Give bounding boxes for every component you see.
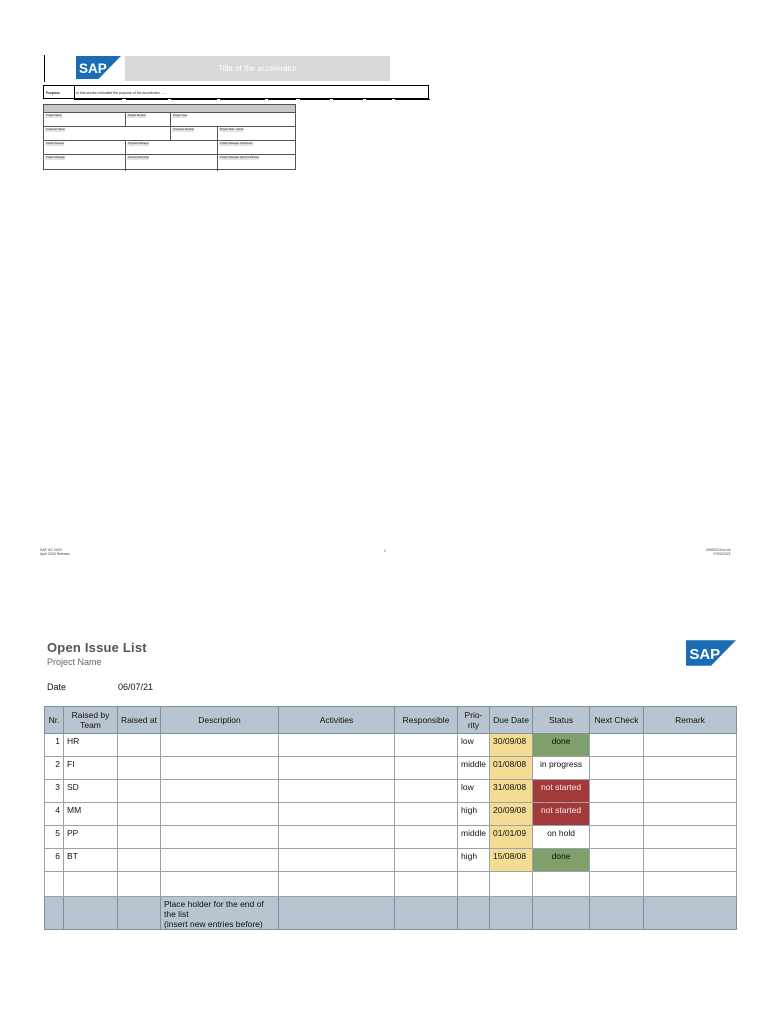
cell-empty[interactable] [395, 872, 458, 897]
cell-nr[interactable]: 4 [45, 803, 64, 826]
col-header-priority: Prio-rity [458, 707, 490, 734]
cell-next-check[interactable] [590, 826, 644, 849]
sap-logo [76, 56, 121, 79]
cell-nr[interactable]: 6 [45, 849, 64, 872]
table-row-empty [45, 872, 737, 897]
cell-next-check[interactable] [590, 780, 644, 803]
cell-responsible[interactable] [395, 734, 458, 757]
cell-nr[interactable]: 1 [45, 734, 64, 757]
cell-due-date[interactable]: 30/09/08 [490, 734, 533, 757]
cell-empty[interactable] [533, 872, 590, 897]
table-placeholder-row [45, 897, 737, 930]
cell-next-check[interactable] [590, 734, 644, 757]
cell-nr[interactable]: 5 [45, 826, 64, 849]
project-info-header [44, 105, 295, 112]
col-header-description: Description [161, 707, 279, 734]
cell-responsible[interactable] [395, 803, 458, 826]
cell-priority[interactable]: middle [458, 826, 490, 849]
cell-empty[interactable] [644, 872, 737, 897]
cell-activities[interactable] [279, 734, 395, 757]
cell-status[interactable]: not started [533, 803, 590, 826]
cell-remark[interactable] [644, 757, 737, 780]
cell-responsible[interactable] [395, 780, 458, 803]
cell-raised-at[interactable] [118, 849, 161, 872]
cell-raised-at[interactable] [118, 803, 161, 826]
cell-status[interactable]: on hold [533, 826, 590, 849]
footer-release: April 2009 Release [40, 552, 70, 556]
table-row [45, 780, 737, 803]
placeholder-line-1: Place holder for the end of the list [164, 899, 264, 919]
cell-team[interactable]: BT [64, 849, 118, 872]
cell-nr[interactable]: 2 [45, 757, 64, 780]
cell-priority[interactable]: high [458, 849, 490, 872]
project-name-label: Project Name [46, 114, 62, 117]
date-label: Date [47, 682, 67, 692]
cell-remark[interactable] [644, 803, 737, 826]
cell-remark[interactable] [644, 780, 737, 803]
cell-description[interactable] [161, 826, 279, 849]
cell-raised-at[interactable] [118, 826, 161, 849]
cell-team[interactable]: SD [64, 780, 118, 803]
col-header-responsible: Responsible [395, 707, 458, 734]
cell-empty[interactable] [490, 872, 533, 897]
page1-footer-right [706, 548, 731, 556]
cell-remark[interactable] [644, 826, 737, 849]
table-row [45, 803, 737, 826]
cell-status[interactable]: not started [533, 780, 590, 803]
cell-empty[interactable] [45, 872, 64, 897]
cell-empty[interactable] [458, 872, 490, 897]
footer-filename: 0089224Xxx.xls [706, 548, 731, 552]
cell-next-check[interactable] [590, 849, 644, 872]
purpose-text: In this section indicated the purpose of the accelerator ...... [76, 91, 167, 95]
cell-due-date[interactable]: 01/08/08 [490, 757, 533, 780]
cell-priority[interactable]: low [458, 734, 490, 757]
cell-nr[interactable]: 3 [45, 780, 64, 803]
footer-copyright: SAP AG 2009 [40, 548, 62, 552]
accelerator-title: Title of the accelerator [218, 64, 297, 73]
cell-activities[interactable] [279, 757, 395, 780]
cell-status[interactable]: done [533, 734, 590, 757]
cell-remark[interactable] [644, 849, 737, 872]
customer-number-label: Customer Number [173, 128, 195, 131]
page-title: Open Issue List [47, 640, 147, 655]
project-type-label: Project Type [173, 114, 188, 117]
project-start-finish-label: Project Start - Finish [220, 128, 244, 131]
cell-empty[interactable] [64, 872, 118, 897]
cell-responsible[interactable] [395, 826, 458, 849]
cell-team[interactable]: HR [64, 734, 118, 757]
table-header-row [45, 707, 737, 734]
cell-empty[interactable] [161, 872, 279, 897]
page1-page-number: 2 [384, 549, 386, 553]
cell-due-date[interactable]: 15/08/08 [490, 849, 533, 872]
cell-raised-at[interactable] [118, 780, 161, 803]
cell-description[interactable] [161, 757, 279, 780]
form-row-2 [44, 126, 295, 141]
cell-team[interactable]: FI [64, 757, 118, 780]
col-header-raised-by-team: Raised by Team [64, 707, 118, 734]
cell-description[interactable] [161, 780, 279, 803]
cell-raised-at[interactable] [118, 757, 161, 780]
accelerator-title-bar [125, 56, 390, 81]
form-row-1 [44, 112, 295, 127]
project-manager-service-partner-label: Project Manager (Service Partner) [220, 156, 260, 159]
svg-text:SAP: SAP [79, 61, 107, 76]
project-info-form [43, 104, 296, 170]
placeholder-text [161, 897, 279, 930]
col-header-status: Status [533, 707, 590, 734]
cell-status[interactable]: in progress [533, 757, 590, 780]
cell-responsible[interactable] [395, 757, 458, 780]
cell-activities[interactable] [279, 803, 395, 826]
cell-due-date[interactable]: 01/01/09 [490, 826, 533, 849]
cell-remark[interactable] [644, 734, 737, 757]
cell-description[interactable] [161, 734, 279, 757]
cell-due-date[interactable]: 31/08/08 [490, 780, 533, 803]
date-value[interactable]: 06/07/21 [118, 682, 154, 692]
cell-team[interactable]: MM [64, 803, 118, 826]
cell-empty[interactable] [590, 872, 644, 897]
footer-date: 07/06/2021 [713, 552, 731, 556]
cell-team[interactable]: PP [64, 826, 118, 849]
placeholder-line-2: (insert new entries before) [164, 919, 263, 929]
service-partner-label: Service Partner(s) [128, 156, 149, 159]
form-row-3 [44, 140, 295, 155]
project-number-label: Project Number [128, 114, 147, 117]
cell-activities[interactable] [279, 849, 395, 872]
col-header-nr: Nr. [45, 707, 64, 734]
col-header-activities: Activities [279, 707, 395, 734]
project-manager-label: Project Manager [46, 156, 66, 159]
cell-activities[interactable] [279, 780, 395, 803]
table-row [45, 849, 737, 872]
cell-description[interactable] [161, 849, 279, 872]
cell-empty[interactable] [279, 872, 395, 897]
purpose-label: Purpose [46, 91, 61, 95]
svg-text:SAP: SAP [689, 646, 721, 664]
col-header-raised-at: Raised at [118, 707, 161, 734]
program-manager-label: Program Manager [128, 142, 149, 145]
col-header-remark: Remark [644, 707, 737, 734]
cell-description[interactable] [161, 803, 279, 826]
table-row [45, 757, 737, 780]
cell-empty[interactable] [118, 872, 161, 897]
page1-footer-left [40, 548, 70, 556]
purpose-separator [74, 86, 75, 98]
cell-status[interactable]: done [533, 849, 590, 872]
col-header-next-check: Next Check [590, 707, 644, 734]
project-name-subtitle: Project Name [47, 657, 102, 667]
cell-priority[interactable]: high [458, 803, 490, 826]
cell-next-check[interactable] [590, 803, 644, 826]
cell-due-date[interactable]: 20/09/08 [490, 803, 533, 826]
purpose-underlines [74, 99, 430, 101]
project-manager-customer-label: Project Manager (Customer) [220, 142, 253, 145]
table-row [45, 826, 737, 849]
cell-priority[interactable]: low [458, 780, 490, 803]
cell-raised-at[interactable] [118, 734, 161, 757]
sap-logo [686, 640, 736, 666]
col-header-due-date: Due Date [490, 707, 533, 734]
cell-activities[interactable] [279, 826, 395, 849]
cell-priority[interactable]: middle [458, 757, 490, 780]
purpose-row [43, 85, 429, 99]
project-sponsor-label: Project Sponsor [46, 142, 65, 145]
cell-next-check[interactable] [590, 757, 644, 780]
page1-left-rule [44, 55, 45, 82]
form-row-4 [44, 154, 295, 171]
open-issue-table [44, 706, 737, 930]
cell-responsible[interactable] [395, 849, 458, 872]
customer-name-label: Customer Name [46, 128, 65, 131]
table-row [45, 734, 737, 757]
